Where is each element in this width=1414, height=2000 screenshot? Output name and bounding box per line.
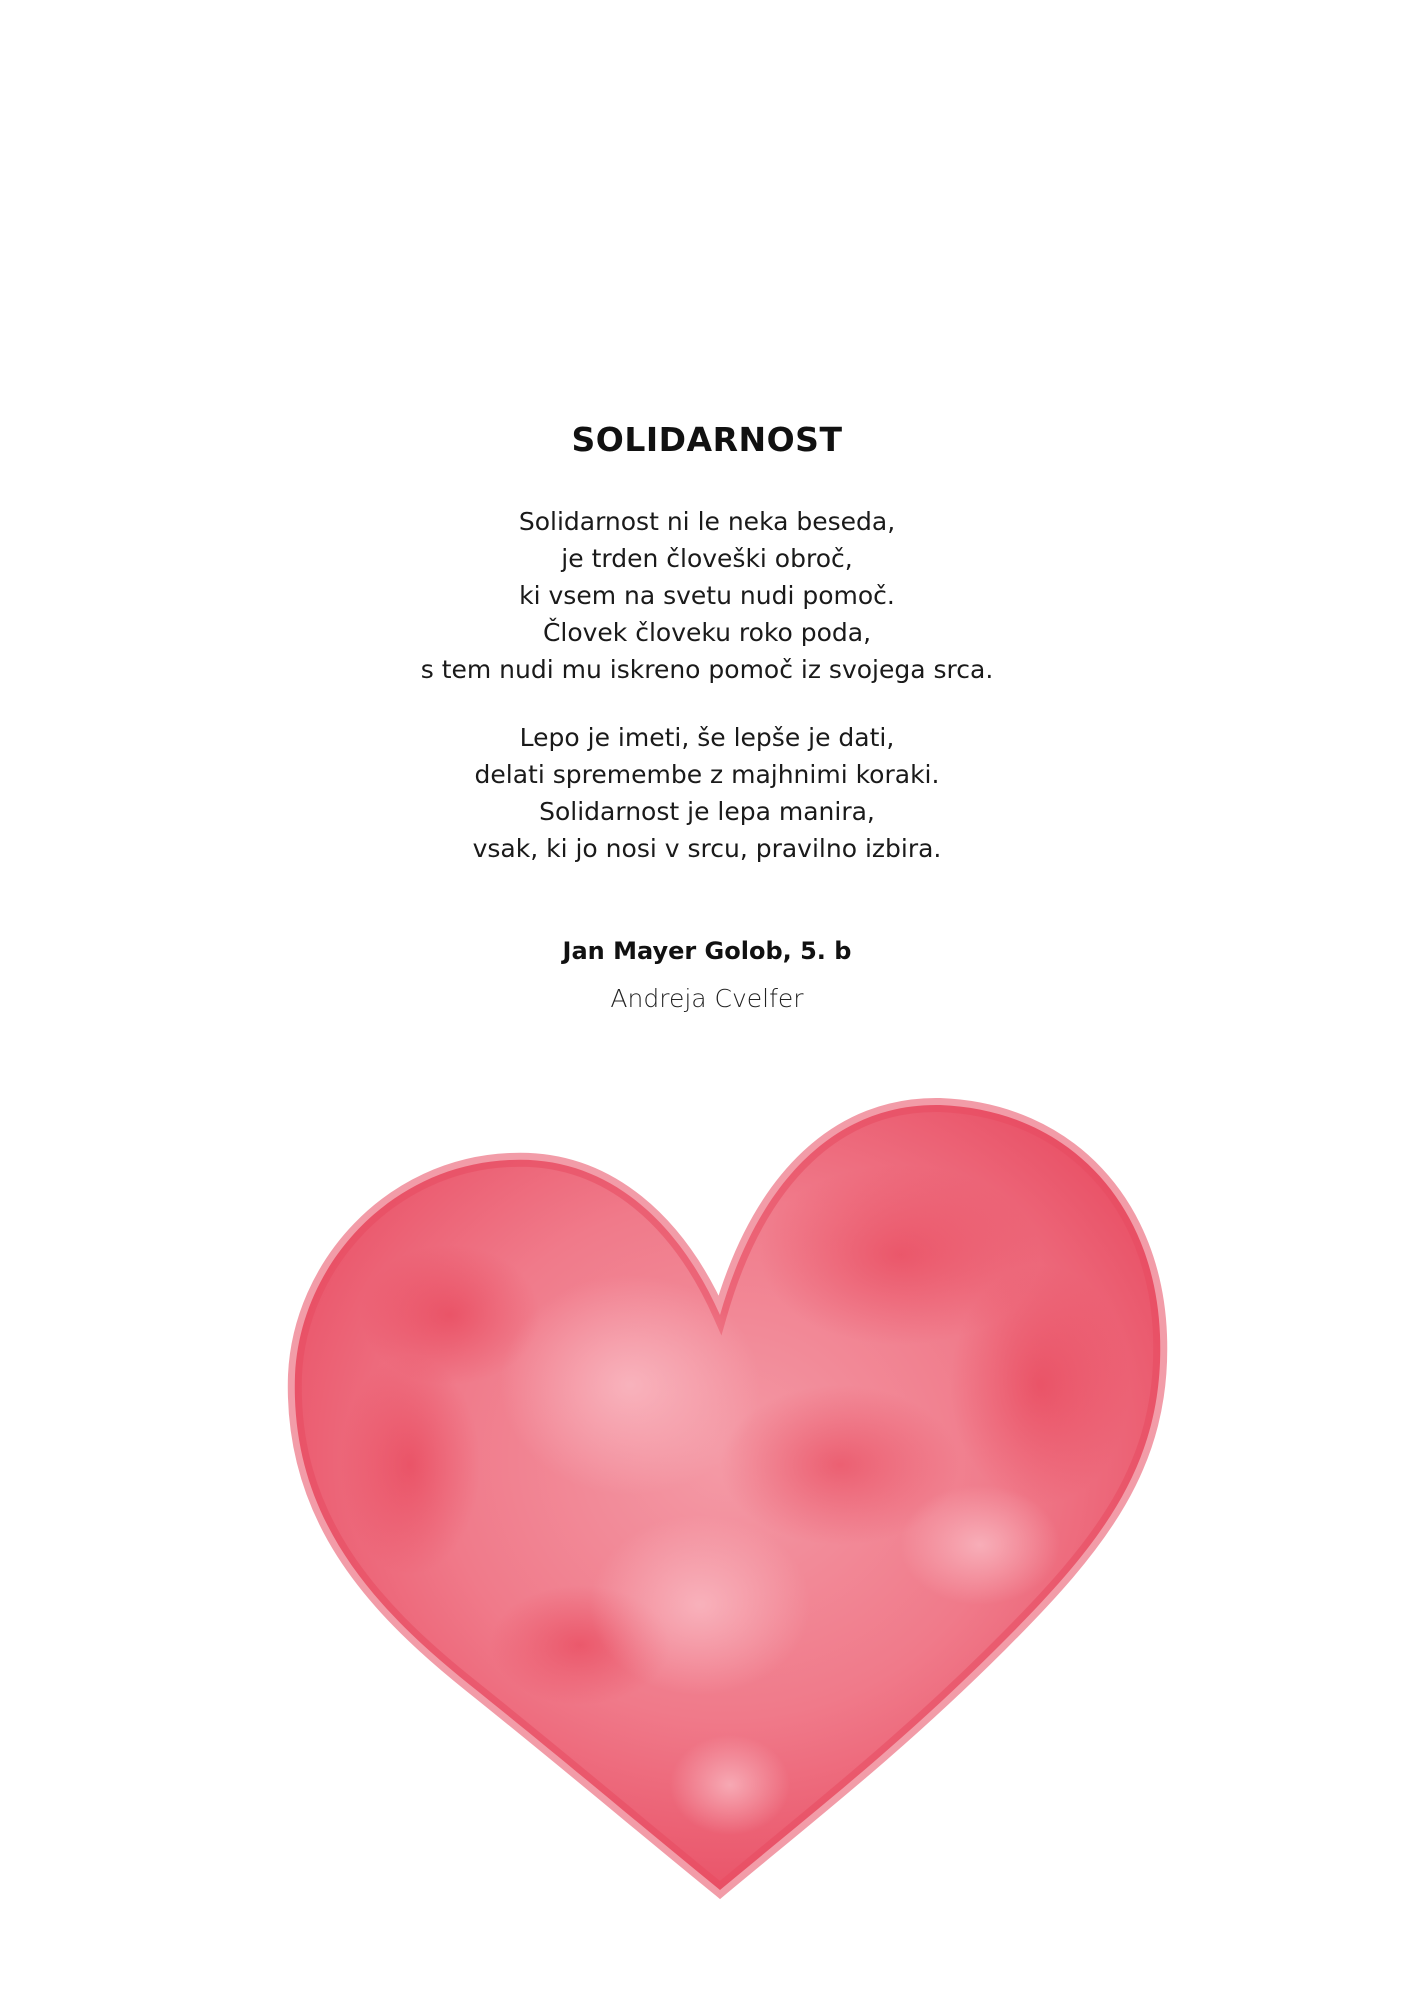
poem-mentor: Andreja Cvelfer [610, 984, 804, 1013]
poem-line: je trden človeški obroč, [561, 544, 853, 573]
poem-stanza-1 [0, 503, 1414, 688]
poem-line: Človek človeku roko poda, [542, 618, 872, 647]
poem-line: Solidarnost ni le neka beseda, [518, 507, 896, 536]
poem-line: delati spremembe z majhnimi koraki. [474, 760, 940, 789]
poem-line: vsak, ki jo nosi v srcu, pravilno izbira. [472, 834, 942, 863]
poem-line: Lepo je imeti, še lepše je dati, [519, 723, 895, 752]
poem-author: Jan Mayer Golob, 5. b [562, 937, 852, 965]
poem-stanza-2 [0, 719, 1414, 867]
poem-line: ki vsem na svetu nudi pomoč. [519, 581, 895, 610]
poem-title: SOLIDARNOST [571, 420, 843, 459]
watercolor-heart-icon [280, 1085, 1180, 1915]
poem-line: s tem nudi mu iskreno pomoč iz svojega srca. [420, 655, 994, 684]
poem-line: Solidarnost je lepa manira, [539, 797, 875, 826]
